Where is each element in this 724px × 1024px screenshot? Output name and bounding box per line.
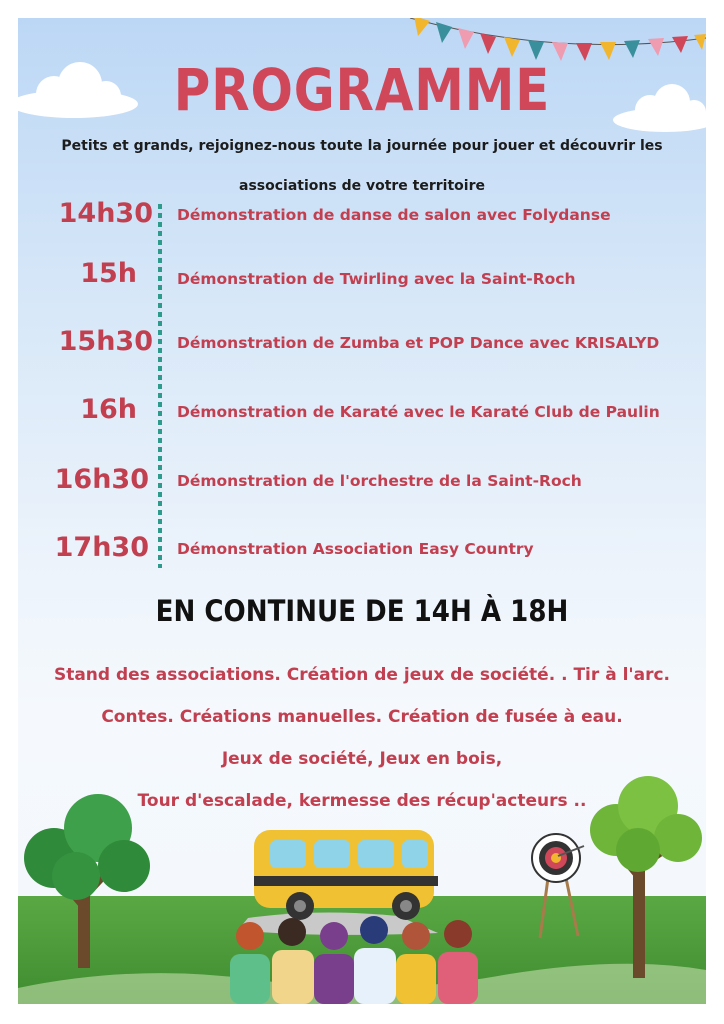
schedule-event: Démonstration de Twirling avec la Saint-Roch (177, 270, 576, 288)
intro-line-1: Petits et grands, rejoignez-nous toute la journée pour jouer et découvrir les (61, 138, 663, 154)
schedule-time: 15h30 (58, 326, 153, 357)
activity-line: Jeux de société, Jeux en bois, (221, 749, 503, 769)
schedule-event: Démonstration de Zumba et POP Dance avec KRISALYD (177, 334, 660, 352)
schedule-timeline (18, 18, 706, 618)
timeline-dotted-line (158, 204, 162, 568)
activity-line: Stand des associations. Création de jeux de société. . Tir à l'arc. (53, 665, 671, 685)
school-bus-icon (254, 830, 438, 920)
event-poster (18, 18, 706, 1004)
schedule-time: 16h30 (54, 464, 149, 495)
continuous-heading: EN CONTINUE DE 14H À 18H (155, 594, 569, 628)
schedule-time: 17h30 (54, 532, 149, 563)
schedule-event: Démonstration de l'orchestre de la Saint-Roch (177, 472, 582, 490)
schedule-event: Démonstration de Karaté avec le Karaté Club de Paulin (177, 403, 660, 421)
schedule-event: Démonstration Association Easy Country (177, 540, 534, 558)
illustration-scene (18, 758, 706, 1004)
schedule-time: 15h (80, 258, 137, 289)
schedule-time: 14h30 (58, 198, 153, 229)
schedule-event: Démonstration de danse de salon avec Folydanse (177, 206, 611, 224)
intro-line-2: associations de votre territoire (239, 178, 485, 194)
schedule-time: 16h (80, 394, 137, 425)
activity-line: Tour d'escalade, kermesse des récup'acteurs .. (137, 791, 587, 811)
activity-line: Contes. Créations manuelles. Création de fusée à eau. (101, 707, 623, 727)
page-title: PROGRAMME (173, 56, 551, 124)
